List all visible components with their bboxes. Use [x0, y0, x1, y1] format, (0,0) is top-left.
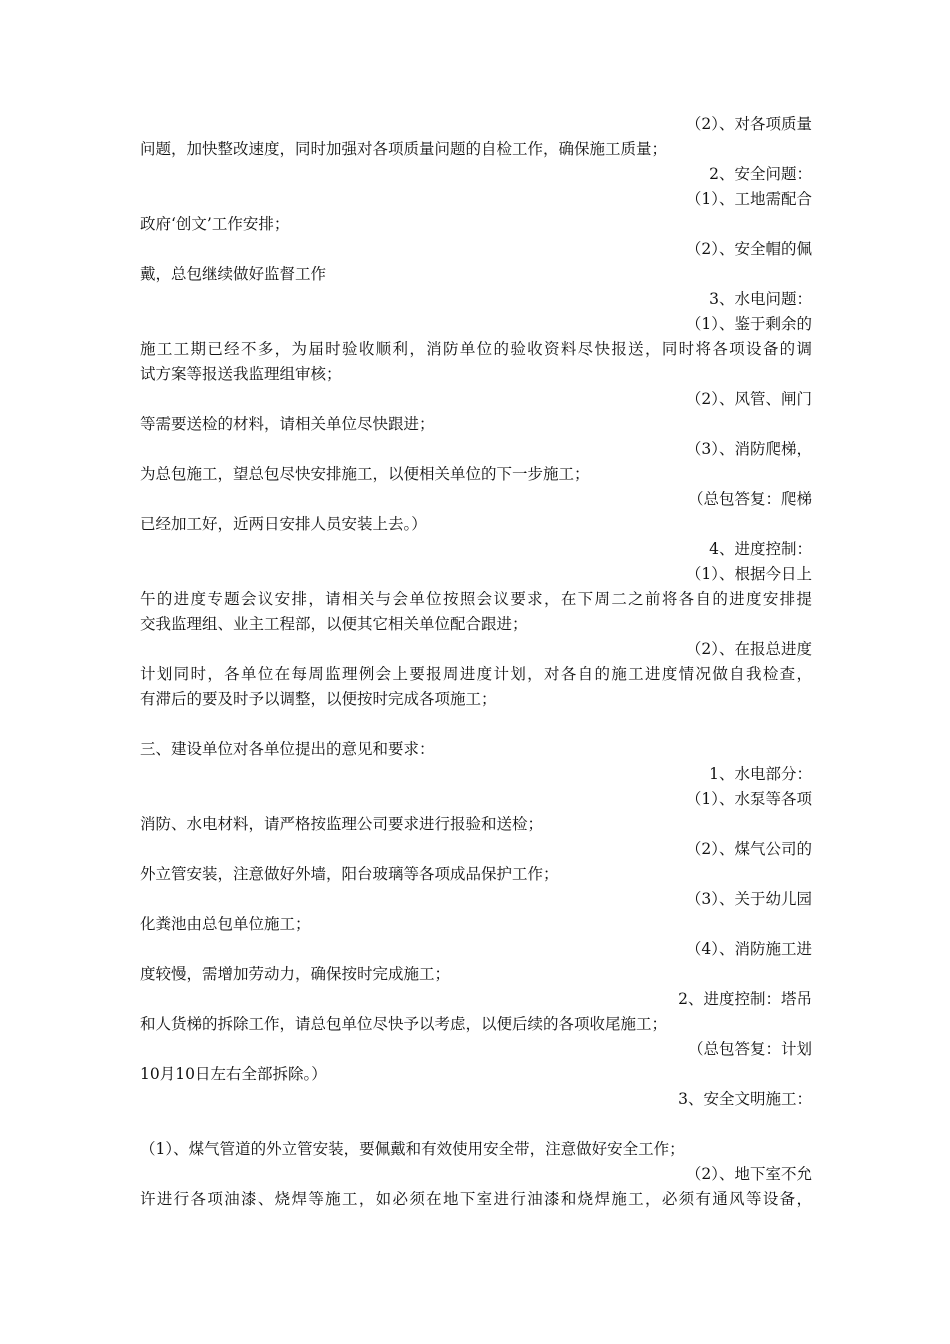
item-quality-2-cont: 问题，加快整改速度，同时加强对各项质量问题的自检工作，确保施工质量；: [140, 140, 668, 158]
section-gap: [140, 712, 812, 737]
item-safety-2-cont: 戴，总包继续做好监督工作: [140, 265, 327, 283]
item-water-3-start: （3）、消防爬梯，: [685, 440, 812, 458]
heading-progress-crane: 2、进度控制：塔吊: [678, 990, 812, 1008]
item-part-1-start: （1）、水泵等各项: [685, 790, 812, 808]
heading-safety: 2、安全问题：: [709, 165, 812, 183]
item-safety-1-start: （1）、工地需配合: [685, 190, 812, 208]
item-water-3-cont: 为总包施工，望总包尽快安排施工，以便相关单位的下一步施工；: [140, 465, 590, 483]
item-progress-1-start: （1）、根据今日上: [685, 565, 812, 583]
item-water-1-end: 试方案等报送我监理组审核；: [140, 365, 342, 383]
item-quality-2-start: （2）、对各项质量: [685, 115, 812, 133]
item-civil-1: （1）、煤气管道的外立管安装，要佩戴和有效使用安全带，注意做好安全工作；: [140, 1140, 685, 1158]
heading-water-part: 1、水电部分：: [709, 765, 812, 783]
item-part-3-start: （3）、关于幼儿园: [685, 890, 812, 908]
item-part-2-start: （2）、煤气公司的: [685, 840, 812, 858]
item-civil-2-start: （2）、地下室不允: [685, 1165, 812, 1183]
item-water-2-start: （2）、风管、闸门: [685, 390, 812, 408]
item-civil-2-cont: 许进行各项油漆、烧焊等施工，如必须在地下室进行油漆和烧焊施工，必须有通风等设备，: [140, 1190, 812, 1208]
item-progress-1-end: 交我监理组、业主工程部，以便其它相关单位配合跟进；: [140, 615, 528, 633]
item-part-1-cont: 消防、水电材料，请严格按监理公司要求进行报验和送检；: [140, 815, 544, 833]
reply-crane-start: （总包答复：计划: [687, 1040, 812, 1058]
item-water-1-cont: 施工工期已经不多，为届时验收顺利，消防单位的验收资料尽快报送，同时将各项设备的调: [140, 340, 812, 358]
item-progress-2-end: 有滞后的要及时予以调整，以便按时完成各项施工；: [140, 690, 497, 708]
item-water-2-cont: 等需要送检的材料，请相关单位尽快跟进；: [140, 415, 435, 433]
reply-crane-cont: 10月10日左右全部拆除。）: [140, 1065, 327, 1083]
heading-water-electric: 3、水电问题：: [709, 290, 812, 308]
item-part-4-start: （4）、消防施工进: [685, 940, 812, 958]
heading-progress: 4、进度控制：: [709, 540, 812, 558]
section-three-heading: 三、建设单位对各单位提出的意见和要求：: [140, 740, 435, 758]
reply-ladder-start: （总包答复：爬梯: [687, 490, 812, 508]
reply-ladder-cont: 已经加工好，近两日安排人员安装上去。）: [140, 515, 427, 533]
item-crane-cont: 和人货梯的拆除工作，请总包单位尽快予以考虑，以便后续的各项收尾施工；: [140, 1015, 668, 1033]
document-body: [140, 112, 812, 1212]
item-water-1-start: （1）、鉴于剩余的: [685, 315, 812, 333]
item-safety-1-cont: 政府‘创文’工作安排；: [140, 215, 290, 233]
item-part-3-cont: 化粪池由总包单位施工；: [140, 915, 311, 933]
item-progress-2-start: （2）、在报总进度: [685, 640, 812, 658]
item-part-2-cont: 外立管安装，注意做好外墙，阳台玻璃等各项成品保护工作；: [140, 865, 559, 883]
item-part-4-cont: 度较慢，需增加劳动力，确保按时完成施工；: [140, 965, 451, 983]
item-progress-1-cont: 午的进度专题会议安排，请相关与会单位按照会议要求，在下周二之前将各自的进度安排提: [140, 590, 812, 608]
item-safety-2-start: （2）、安全帽的佩: [685, 240, 812, 258]
heading-civilized: 3、安全文明施工：: [678, 1090, 812, 1108]
item-progress-2-cont: 计划同时，各单位在每周监理例会上要报周进度计划，对各自的施工进度情况做自我检查，: [140, 665, 812, 683]
section-gap-2: [140, 1112, 812, 1137]
